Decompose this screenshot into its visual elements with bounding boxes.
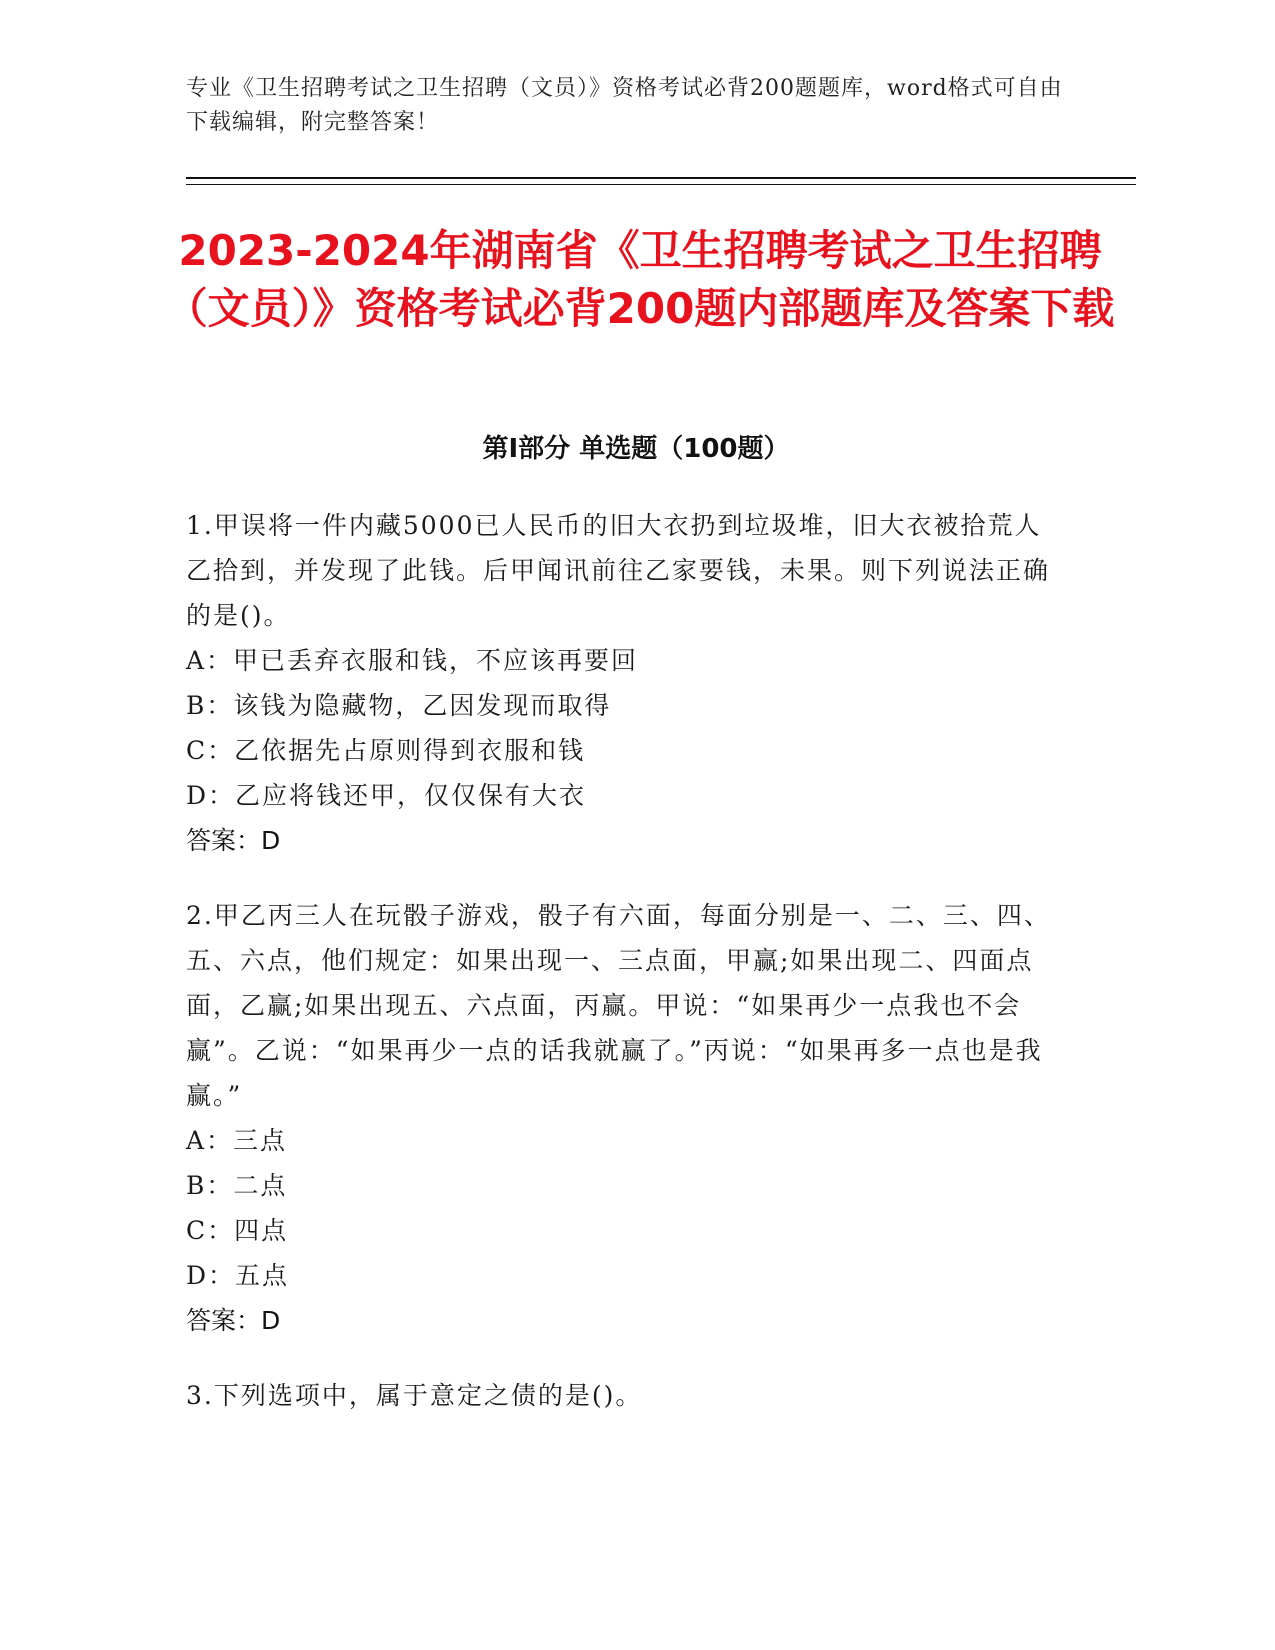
option-c: C：乙依据先占原则得到衣服和钱 <box>186 736 586 765</box>
document-title: 2023-2024年湖南省《卫生招聘考试之卫生招聘（文员）》资格考试必背200题内部题库及答案下载 <box>165 226 1115 333</box>
option-d: D：乙应将钱还甲，仅仅保有大衣 <box>186 781 587 810</box>
section-title: 第Ⅰ部分 单选题（100题） <box>482 434 790 464</box>
question-stem: 3.下列选项中，属于意定之债的是()。 <box>186 1381 643 1410</box>
header-note: 专业《卫生招聘考试之卫生招聘（文员）》资格考试必背200题题库，word格式可自由下载编辑，附完整答案！ <box>186 76 1063 135</box>
header-divider-thick <box>186 177 1136 179</box>
option-b: B：二点 <box>186 1171 288 1200</box>
answer-line: 答案：D <box>186 826 281 855</box>
answer-line: 答案：D <box>186 1306 281 1335</box>
question-3 <box>186 1373 1066 1418</box>
option-b: B：该钱为隐藏物，乙因发现而取得 <box>186 691 612 720</box>
option-list <box>186 638 1066 818</box>
header-divider-thin <box>186 184 1136 185</box>
question-stem: 2.甲乙丙三人在玩骰子游戏，骰子有六面，每面分别是一、二、三、四、五、六点，他们规定：如果出现一、三点面，甲赢;如果出现二、四面点面，乙赢;如果出现五、六点面，丙赢。甲说：“如果再少一点我也不会赢”。乙说：“如果再少一点的话我就赢了。”丙说：“如果再多一点也是我赢。” <box>186 901 1051 1110</box>
question-1 <box>186 503 1066 863</box>
option-c: C：四点 <box>186 1216 289 1245</box>
option-list <box>186 1118 1066 1298</box>
option-d: D：五点 <box>186 1261 290 1290</box>
question-2 <box>186 893 1066 1343</box>
option-a: A：甲已丢弃衣服和钱，不应该再要回 <box>186 646 639 675</box>
question-stem: 1.甲误将一件内藏5000已人民币的旧大衣扔到垃圾堆，旧大衣被拾荒人乙拾到，并发现了此钱。后甲闻讯前往乙家要钱，未果。则下列说法正确的是()。 <box>186 511 1051 630</box>
option-a: A：三点 <box>186 1126 288 1155</box>
